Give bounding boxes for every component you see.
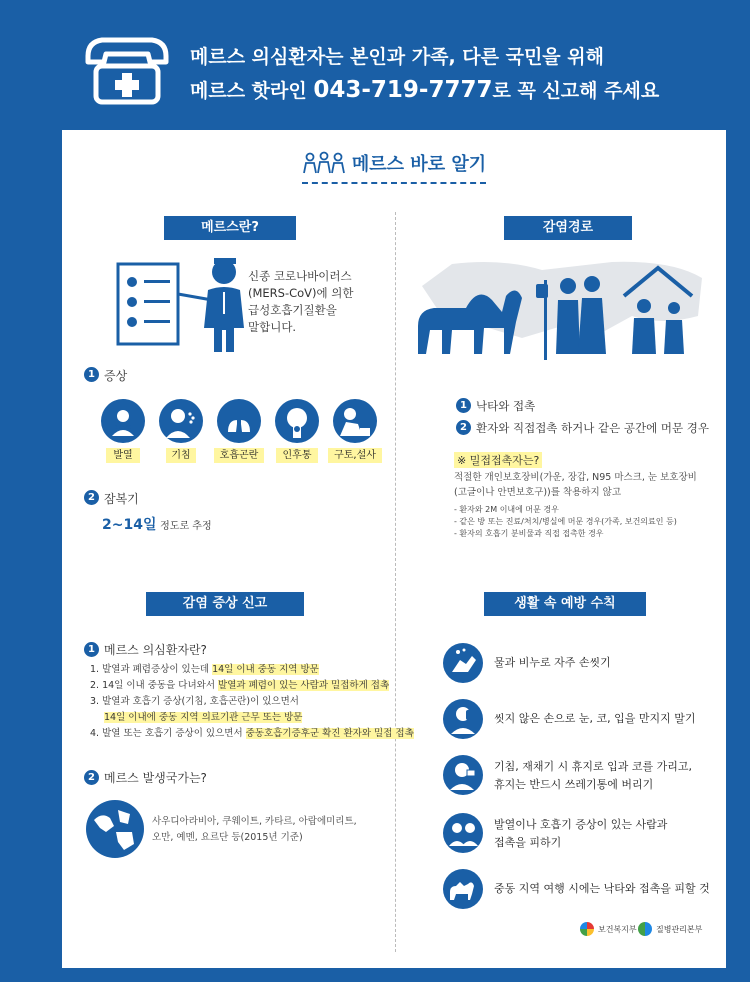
close-contact-bullet: - 같은 방 또는 진료/처치/병실에 머문 경우(가족, 보건의료인 등) [454,517,677,526]
people-icon [302,151,346,175]
symptoms-number: 1 [84,367,99,382]
no-touch-face-icon [442,698,484,740]
ribbon-what-is-mers: 메르스란? [174,216,286,240]
vomit-icon [332,398,378,444]
criterion-text: 2. 14일 이내 중동을 다녀와서 [90,680,219,691]
countries-line: 사우디아라비아, 쿠웨이트, 카타르, 아랍에미리트, [152,816,357,827]
tip-line: 발열이나 호흡기 증상이 있는 사람과 [494,818,668,831]
close-contact-line: (고글이나 안면보호구))를 착용하지 않고 [454,487,622,498]
suspect-criterion [90,662,414,678]
criterion-highlight: 중동호흡기증후군 확진 환자와 밀접 접촉 [245,728,414,739]
incubation-value: 2~14일 [102,517,157,533]
incubation-suffix: 정도로 추정 [160,521,212,532]
doctor-chart-icon [114,254,264,354]
symptom-label: 기침 [166,448,196,463]
tip-text: 씻지 않은 손으로 눈, 코, 입을 만지지 말기 [494,712,696,725]
mers-desc-line: 말합니다. [248,320,297,334]
route-number: 2 [456,420,471,435]
countries-list [152,814,357,846]
suspect-criterion [90,726,414,742]
handwash-icon [442,642,484,684]
route-number: 1 [456,398,471,413]
mers-desc [248,268,354,336]
incubation-period [102,514,212,534]
page-title [302,150,486,184]
tip-text: 물과 비누로 자주 손씻기 [494,656,611,669]
header-line1: 메르스 의심환자는 본인과 가족, 다른 국민을 위해 [190,46,604,68]
suspect-number: 1 [84,642,99,657]
content-panel [62,130,726,968]
tip-text [494,758,692,794]
mers-desc-line: 급성호흡기질환을 [248,303,337,317]
camel-avoid-icon [442,868,484,910]
phone-icon [82,34,172,106]
suspect-criterion [90,694,414,710]
suspect-heading: 메르스 의심환자란? [104,643,207,657]
ribbon-symptom-report: 감염 증상 신고 [156,592,294,616]
lungs-icon [216,398,262,444]
criterion-text: 1. 발열과 폐렴증상이 있는데 [90,664,213,675]
fever-icon [100,398,146,444]
incubation-number: 2 [84,490,99,505]
criterion-text: 3. 발열과 호흡기 증상(기침, 호흡곤란)이 있으면서 [90,696,299,707]
criterion-text: 4. 발열 또는 호흡기 증상이 있으면서 [90,728,246,739]
header-line2-prefix: 메르스 핫라인 [190,80,314,102]
symptoms-heading: 증상 [104,369,128,383]
symptom-label: 인후통 [276,448,318,463]
tip-line: 휴지는 반드시 쓰레기통에 버리기 [494,778,654,791]
mers-desc-line: (MERS-CoV)에 의한 [248,286,354,300]
close-contact-bullet: - 환자와 2M 이내에 머문 경우 [454,505,559,514]
tissue-cough-icon [442,754,484,796]
close-contact-line: 적절한 개인보호장비(가운, 장갑, N95 마스크, 눈 보호장비 [454,472,697,483]
suspect-criteria-list [90,662,414,742]
suspect-criterion [90,710,414,726]
avoid-contact-icon [442,812,484,854]
header-banner [0,0,750,128]
symptom-label: 호흡곤란 [214,448,264,463]
criterion-highlight: 14일 이내에 중동 지역 의료기관 근무 또는 방문 [104,712,303,723]
world-map-people-icon [412,256,708,368]
close-contact-desc [454,470,697,500]
ribbon-prevention: 생활 속 예방 수칙 [494,592,636,616]
suspect-criterion [90,678,414,694]
ribbon-infection-route: 감염경로 [514,216,622,240]
criterion-highlight: 발열과 폐렴이 있는 사람과 밀접하게 접촉 [218,680,390,691]
close-contact-heading: ※ 밀접접촉자는? [454,452,542,468]
tip-line: 접촉을 피하기 [494,836,562,849]
symptom-label: 구토,설사 [328,448,382,463]
countries-number: 2 [84,770,99,785]
tip-text: 중동 지역 여행 시에는 낙타와 접촉을 피할 것 [494,882,710,895]
page-title-text: 메르스 바로 알기 [351,154,487,175]
kcdc-logo-text: 질병관리본부 [656,925,703,934]
sore-throat-icon [274,398,320,444]
kcdc-logo-icon [638,922,652,936]
temp-label: 37.5℃ [114,425,132,431]
countries-heading: 메르스 발생국가는? [104,771,207,785]
globe-icon [84,798,146,860]
header-line2-suffix: 로 꼭 신고해 주세요 [492,80,660,102]
tip-text [494,816,667,852]
close-contact-bullets [454,504,677,540]
tip-line: 기침, 재채기 시 휴지로 입과 코를 가리고, [494,760,692,773]
header-line2 [190,76,659,103]
center-divider [395,212,396,952]
symptom-label: 발열 [106,448,140,463]
countries-line: 오만, 예멘, 요르단 등(2015년 기준) [152,832,303,843]
route-item: 환자와 직접접촉 하거나 같은 공간에 머문 경우 [476,421,710,435]
title-area [62,150,726,184]
close-contact-bullet: - 환자의 호흡기 분비물과 직접 접촉한 경우 [454,529,604,538]
cough-icon [158,398,204,444]
hotline-number: 043-719-7777 [313,77,493,103]
route-item: 낙타와 접촉 [476,399,536,413]
mers-desc-line: 신종 코로나바이러스 [248,269,352,283]
criterion-highlight: 14일 이내 중동 지역 방문 [212,664,319,675]
incubation-heading: 잠복기 [104,492,139,506]
ministry-logo-icon [580,922,594,936]
ministry-logo-text: 보건복지부 [598,925,637,934]
